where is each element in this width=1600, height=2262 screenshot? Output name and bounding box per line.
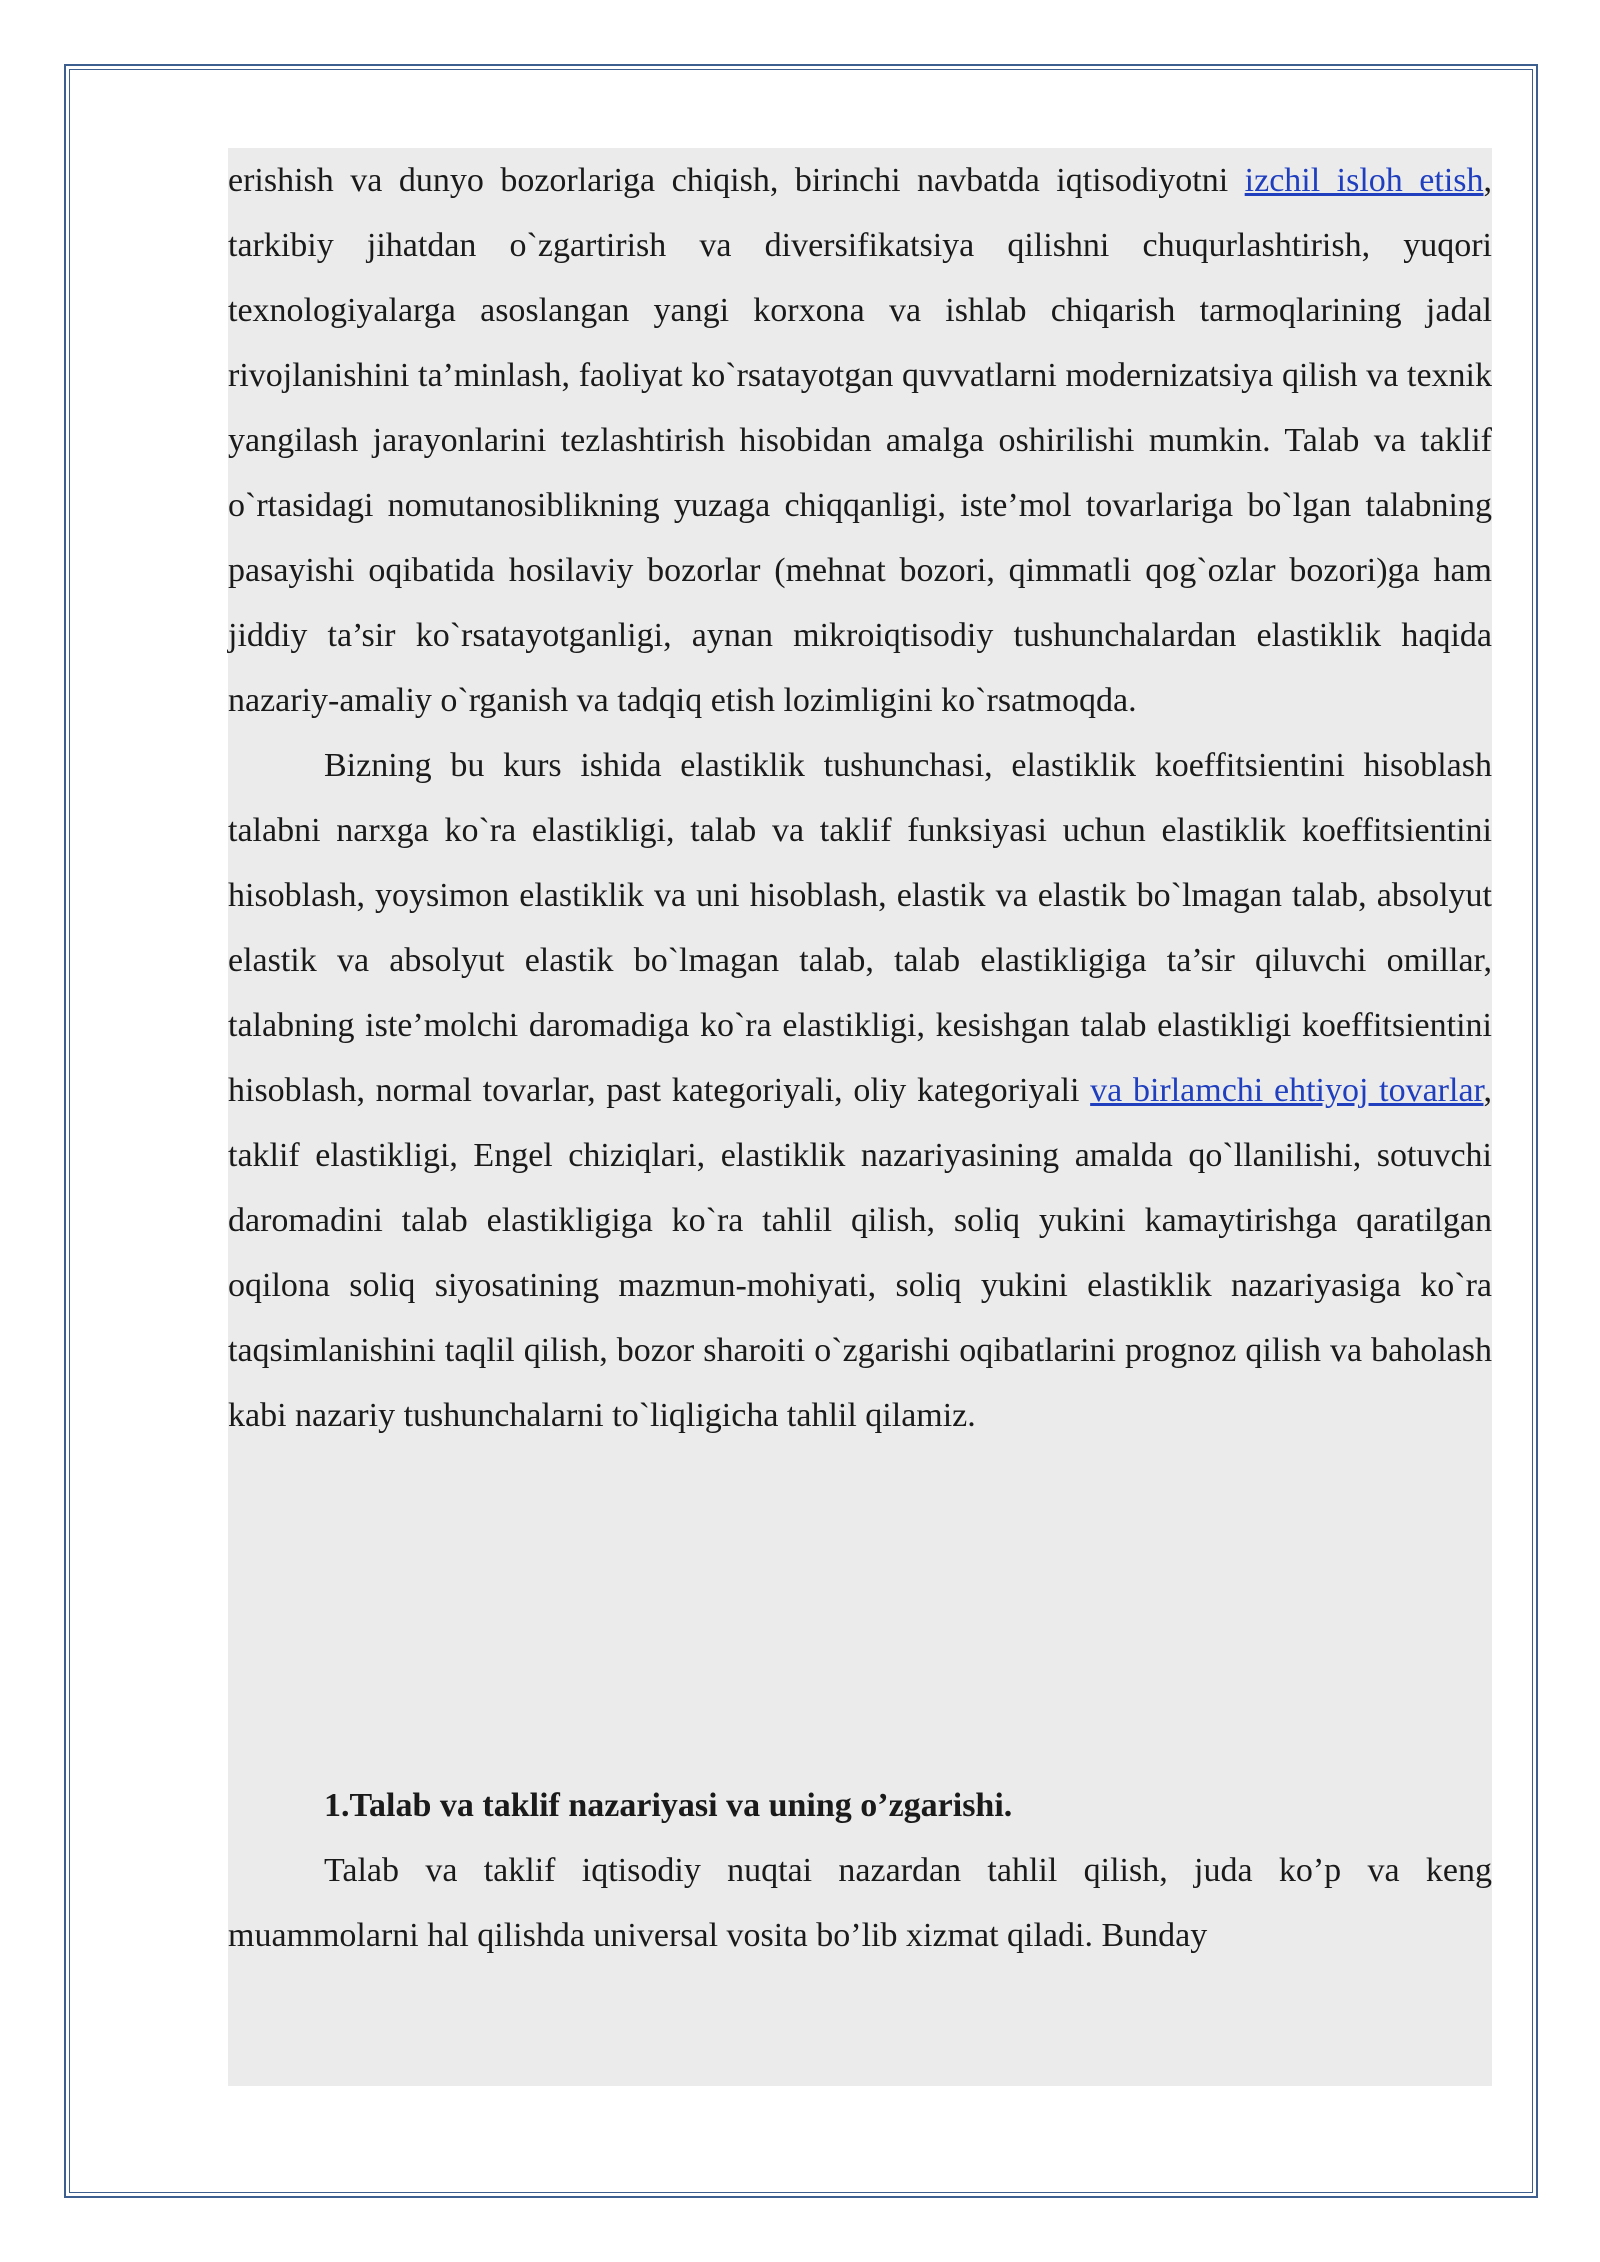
link-birlamchi-ehtiyoj-tovarlar[interactable]: va birlamchi ehtiyoj tovarlar xyxy=(1090,1072,1484,1109)
document-body xyxy=(228,148,1492,1968)
paragraph-course-scope: Bizning bu kurs ishida elastiklik tushunchasi, elastiklik koeffitsientini hisoblash talabni narxga ko`ra elastikligi, talab va taklif funksiyasi uchun elastiklik koeffitsientini hisoblash, yoysimon elastiklik va uni hisoblash, elastik va elastik bo`lmagan talab, absolyut elastik va absolyut elastik bo`lmagan talab, talab elastikligiga ta’sir qiluvchi omillar, talabning iste’molchi daromadiga ko`ra elastikligi, kesishgan talab elastikligi koeffitsientini hisoblash, normal tovarlar, past kategoriyali, oliy kategoriyali va birlamchi ehtiyoj tovarlar, taklif elastikligi, Engel chiziqlari, elastiklik nazariyasining amalda qo`llanilishi, sotuvchi daromadini talab elastikligiga ko`ra tahlil qilish, soliq yukini kamaytirishga qaratilgan oqilona soliq siyosatining mazmun-mohiyati, soliq yukini elastiklik nazariyasiga ko`ra taqsimlanishini taqlil qilish, bozor sharoiti o`zgarishi oqibatlarini prognoz qilish va baholash kabi nazariy tushunchalarni to`liqligicha tahlil qilamiz. xyxy=(228,747,1492,1434)
section-spacer xyxy=(228,1448,1492,1773)
paragraph-intro: erishish va dunyo bozorlariga chiqish, birinchi navbatda iqtisodiyotni izchil isloh etish, tarkibiy jihatdan o`zgartirish va diversifikatsiya qilishni chuqurlashtirish, yuqori texnologiyalarga asoslangan yangi korxona va ishlab chiqarish tarmoqlarining jadal rivojlanishini ta’minlash, faoliyat ko`rsatayotgan quvvatlarni modernizatsiya qilish va texnik yangilash jarayonlarini tezlashtirish hisobidan amalga oshirilishi mumkin. Talab va taklif o`rtasidagi nomutanosiblikning yuzaga chiqqanligi, iste’mol tovarlariga bo`lgan talabning pasayishi oqibatida hosilaviy bozorlar (mehnat bozori, qimmatli qog`ozlar bozori)ga ham jiddiy ta’sir ko`rsatayotganligi, aynan mikroiqtisodiy tushunchalardan elastiklik haqida nazariy-amaliy o`rganish va tadqiq etish lozimligini ko`rsatmoqda. xyxy=(228,162,1493,719)
link-izchil-isloh-etish[interactable]: izchil isloh etish xyxy=(1244,162,1484,199)
section-heading: 1.Talab va taklif nazariyasi va uning o’zgarishi. xyxy=(324,1787,1013,1824)
section-paragraph: Talab va taklif iqtisodiy nuqtai nazardan tahlil qilish, juda ko’p va keng muammolarni hal qilishda universal vosita bo’lib xizmat qiladi. Bunday xyxy=(228,1852,1492,1954)
